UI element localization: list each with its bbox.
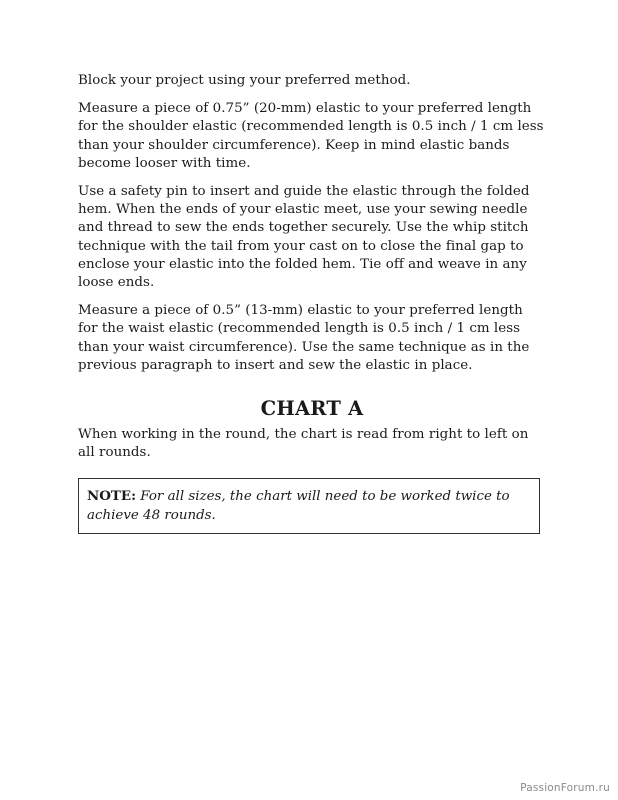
watermark: PassionForum.ru xyxy=(520,782,610,794)
note-text: For all sizes, the chart will need to be worked twice to achieve 48 rounds. xyxy=(87,489,510,523)
document-body xyxy=(78,72,546,534)
paragraph-shoulder-elastic: Measure a piece of 0.75” (20-mm) elastic to your preferred length for the shoulder elastic (recommended length is 0.5 inch / 1 cm less than your shoulder circumference). Keep in mind elastic bands become looser with time. xyxy=(78,101,544,171)
note-label: NOTE: xyxy=(87,488,137,505)
paragraph-waist-elastic: Measure a piece of 0.5” (13-mm) elastic to your preferred length for the waist elastic (recommended length is 0.5 inch / 1 cm less than your waist circumference). Use the same technique as in the previous paragraph to insert and sew the elastic in place. xyxy=(78,303,530,373)
chart-intro-text: When working in the round, the chart is read from right to left on all rounds. xyxy=(78,427,529,461)
paragraph-insert-elastic: Use a safety pin to insert and guide the elastic through the folded hem. When the ends of your elastic meet, use your sewing needle and thread to sew the ends together securely. Use the whip stitch technique with the tail from your cast on to close the final gap to enclose your elastic into the folded hem. Tie off and weave in any loose ends. xyxy=(78,184,530,291)
paragraph-block-project: Block your project using your preferred method. xyxy=(78,73,411,88)
note-box xyxy=(78,478,540,533)
section-heading-chart-a: CHART A xyxy=(260,397,364,421)
